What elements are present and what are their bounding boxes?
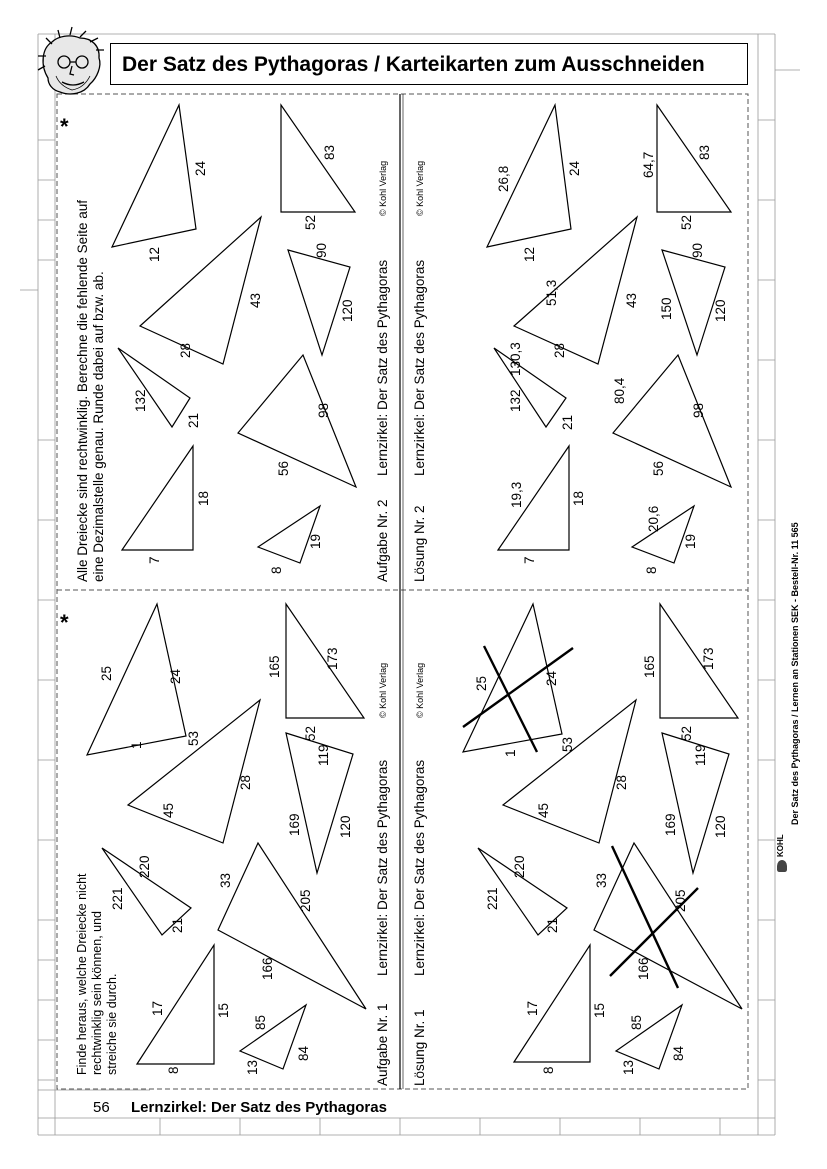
- instruction-line: streiche sie durch.: [105, 973, 119, 1075]
- side-label: 52: [679, 214, 694, 230]
- side-label: 28: [552, 342, 567, 358]
- page-number: 56: [93, 1099, 110, 1116]
- side-label: 17: [150, 1000, 165, 1016]
- side-label: 220: [137, 855, 152, 878]
- side-label: 7: [522, 556, 537, 564]
- side-label: 28: [178, 342, 193, 358]
- side-label: 64,7: [641, 151, 656, 178]
- side-label: 25: [99, 665, 114, 681]
- side-label: 120: [713, 299, 728, 322]
- side-label: 8: [541, 1066, 556, 1074]
- side-label: 52: [679, 725, 694, 741]
- side-label: 221: [485, 887, 500, 910]
- side-label: 84: [296, 1045, 311, 1061]
- side-label: 28: [614, 774, 629, 790]
- side-label: 52: [303, 214, 318, 230]
- triangle-a1-1: [137, 945, 214, 1064]
- star-icon: *: [60, 114, 69, 139]
- side-label: 43: [624, 292, 639, 308]
- side-label: 205: [673, 889, 688, 912]
- side-label: 20,6: [646, 505, 661, 532]
- side-label: 13: [245, 1059, 260, 1075]
- card-copyright: © Kohl Verlag: [378, 160, 388, 216]
- card-label: Aufgabe Nr. 1: [375, 1003, 390, 1086]
- card-copyright: © Kohl Verlag: [415, 160, 425, 216]
- side-label: 12: [147, 246, 162, 262]
- side-label: 24: [567, 160, 582, 176]
- side-label: 132: [133, 389, 148, 412]
- side-label: 173: [701, 647, 716, 670]
- side-label: 26,8: [496, 165, 511, 192]
- publisher-logo: KOHL: [776, 834, 785, 857]
- side-label: 150: [659, 297, 674, 320]
- card-copyright: © Kohl Verlag: [415, 662, 425, 718]
- side-label: 53: [560, 736, 575, 752]
- side-label: 205: [298, 889, 313, 912]
- card-series: Lernzirkel: Der Satz des Pythagoras: [412, 259, 427, 476]
- side-label: 21: [186, 412, 201, 428]
- side-label: 165: [642, 655, 657, 678]
- side-label: 19: [308, 533, 323, 549]
- side-label: 56: [651, 460, 666, 476]
- side-label: 8: [644, 566, 659, 574]
- triangle-a1-4: [218, 843, 366, 1009]
- triangle-l2-5: [514, 217, 637, 364]
- card-label: Lösung Nr. 2: [412, 505, 427, 582]
- side-label: 24: [168, 668, 183, 684]
- side-label: 85: [253, 1014, 268, 1030]
- side-label: 18: [196, 490, 211, 506]
- side-label: 45: [161, 802, 176, 818]
- instruction-line: eine Dezimalstelle genau. Runde dabei auf bzw. ab.: [91, 271, 106, 582]
- triangle-l2-4: [613, 355, 731, 487]
- instruction-line: rechtwinklig sein können, und: [90, 911, 104, 1075]
- side-label: 8: [166, 1066, 181, 1074]
- side-label: 15: [592, 1002, 607, 1018]
- triangle-a2-8: [281, 105, 355, 212]
- side-label: 21: [545, 917, 560, 933]
- card-series: Lernzirkel: Der Satz des Pythagoras: [375, 759, 390, 976]
- side-label: 28: [238, 774, 253, 790]
- card-series: Lernzirkel: Der Satz des Pythagoras: [375, 259, 390, 476]
- side-label: 24: [193, 160, 208, 176]
- side-label: 90: [314, 242, 329, 258]
- star-icon: *: [60, 610, 69, 635]
- side-label: 1: [503, 749, 518, 757]
- side-label: 8: [269, 566, 284, 574]
- footer-title: Lernzirkel: Der Satz des Pythagoras: [131, 1099, 387, 1116]
- side-label: 53: [186, 730, 201, 746]
- side-label: 13: [621, 1059, 636, 1075]
- side-label: 165: [267, 655, 282, 678]
- side-label: 1: [129, 741, 144, 749]
- triangle-a2-1: [122, 446, 193, 550]
- side-label: 12: [522, 246, 537, 262]
- side-label: 7: [147, 556, 162, 564]
- side-label: 15: [216, 1002, 231, 1018]
- side-label: 120: [340, 299, 355, 322]
- side-label: 169: [287, 813, 302, 836]
- side-label: 33: [218, 872, 233, 888]
- side-label: 173: [325, 647, 340, 670]
- side-label: 98: [691, 402, 706, 418]
- side-label: 83: [322, 144, 337, 160]
- side-label: 19: [683, 533, 698, 549]
- side-label: 85: [629, 1014, 644, 1030]
- card-label: Lösung Nr. 1: [412, 1009, 427, 1086]
- side-label: 25: [474, 675, 489, 691]
- triangle-l2-8: [657, 105, 731, 212]
- card-series: Lernzirkel: Der Satz des Pythagoras: [412, 759, 427, 976]
- side-label: 21: [560, 414, 575, 430]
- instruction-line: Alle Dreiecke sind rechtwinklig. Berechne die fehlende Seite auf: [75, 200, 90, 582]
- side-label: 18: [571, 490, 586, 506]
- side-label: 221: [110, 887, 125, 910]
- triangle-l2-3: [494, 348, 566, 427]
- side-label: 43: [248, 292, 263, 308]
- side-label: 120: [338, 815, 353, 838]
- side-label: 120: [713, 815, 728, 838]
- side-label: 33: [594, 872, 609, 888]
- triangle-a2-7: [112, 105, 196, 247]
- side-label: 130,3: [508, 342, 523, 376]
- side-label: 119: [316, 744, 331, 766]
- side-label: 132: [508, 389, 523, 412]
- tree-icon: [777, 860, 787, 872]
- side-label: 84: [671, 1045, 686, 1061]
- triangle-a2-4: [238, 355, 356, 487]
- triangle-a2-5: [140, 217, 261, 364]
- side-label: 51,3: [544, 279, 559, 306]
- side-label: 21: [170, 917, 185, 933]
- side-label: 83: [697, 144, 712, 160]
- triangle-a1-5: [128, 700, 260, 843]
- triangle-l1-4: [594, 843, 742, 1009]
- side-label: 52: [303, 725, 318, 741]
- side-label: 166: [260, 957, 275, 980]
- side-label: 19,3: [509, 481, 524, 508]
- card-label: Aufgabe Nr. 2: [375, 499, 390, 582]
- triangle-a2-3: [118, 348, 190, 427]
- card-copyright: © Kohl Verlag: [378, 662, 388, 718]
- triangle-l1-8: [660, 604, 738, 718]
- side-label: 80,4: [612, 377, 627, 404]
- side-label: 98: [316, 402, 331, 418]
- side-label: 166: [636, 957, 651, 980]
- side-label: 220: [512, 855, 527, 878]
- side-label: 169: [663, 813, 678, 836]
- side-label: 45: [536, 802, 551, 818]
- instruction-line: Finde heraus, welche Dreiecke nicht: [75, 873, 89, 1075]
- side-label: 24: [544, 670, 559, 686]
- side-label: 119: [693, 744, 708, 766]
- side-note: Der Satz des Pythagoras / Lernen an Stationen SEK - Bestell-Nr. 11 565: [790, 522, 800, 825]
- side-label: 90: [690, 242, 705, 258]
- side-label: 17: [525, 1000, 540, 1016]
- side-label: 56: [276, 460, 291, 476]
- page-title: Der Satz des Pythagoras / Karteikarten zum Ausschneiden: [122, 53, 705, 76]
